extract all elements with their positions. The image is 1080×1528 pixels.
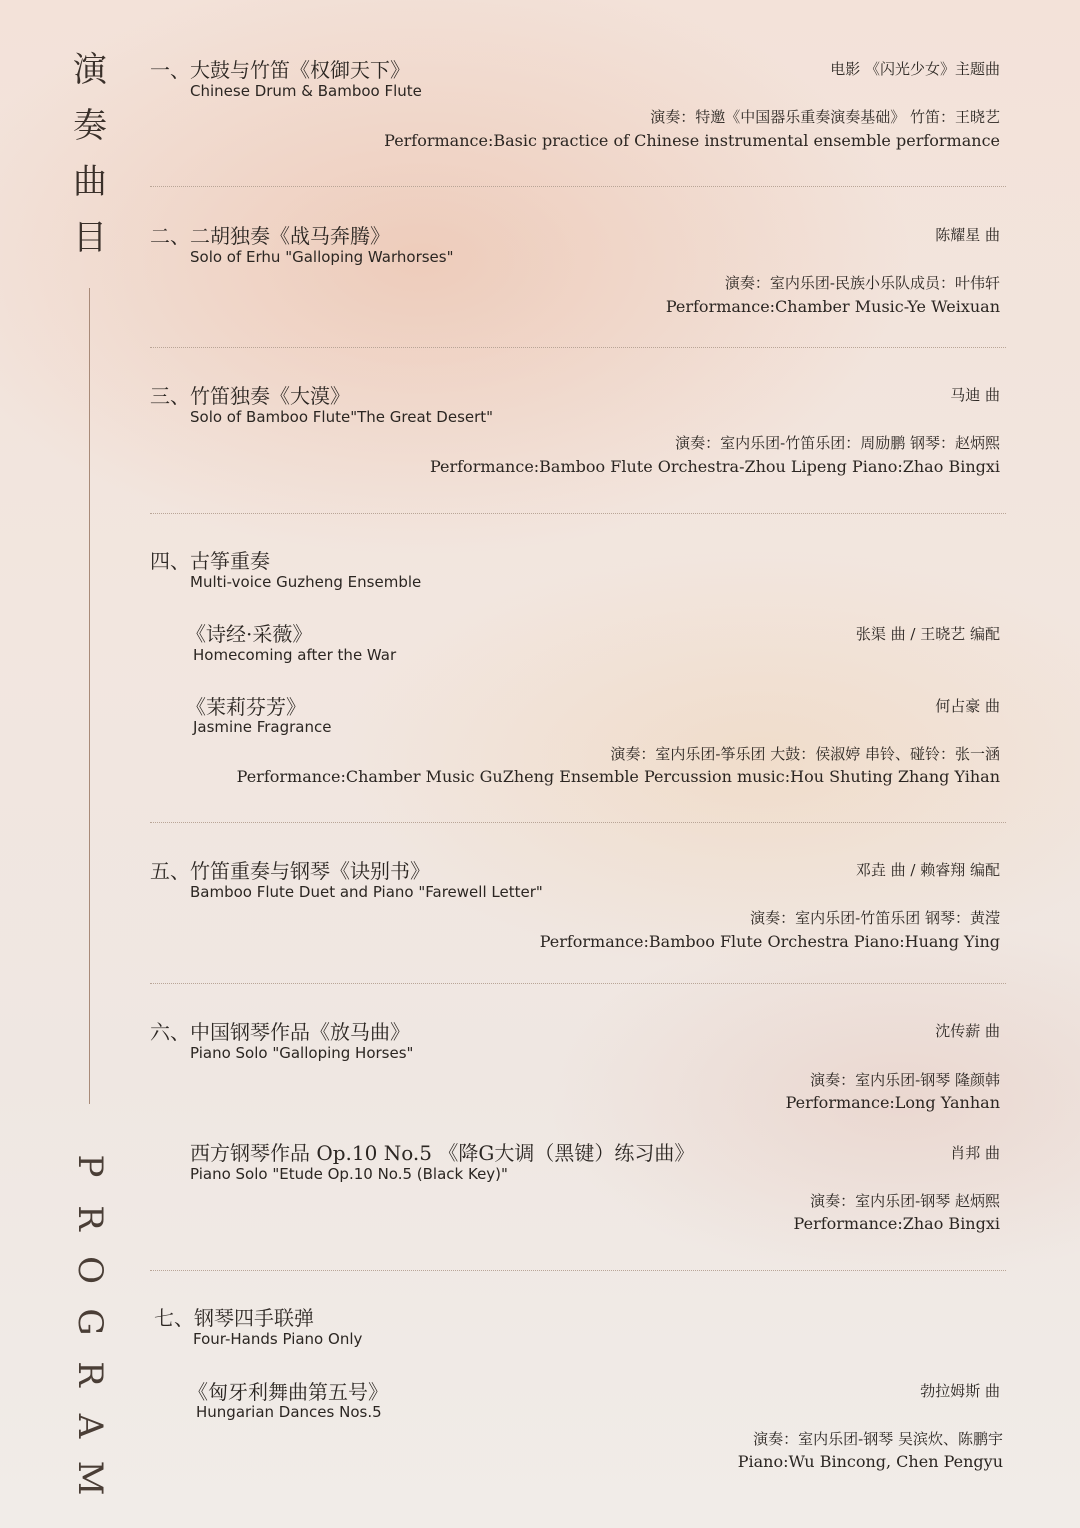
piece-subtitle: Homecoming after the War	[193, 646, 397, 664]
item-subtitle: Solo of Bamboo Flute"The Great Desert"	[190, 408, 494, 426]
section-divider	[150, 983, 1006, 984]
piece-subtitle: Piano Solo "Etude Op.10 No.5 (Black Key)"	[190, 1165, 508, 1183]
program-title-cn	[72, 42, 108, 266]
item-title: 六、中国钢琴作品《放马曲》	[150, 1020, 410, 1044]
performance-cn: 演奏：室内乐团-民族小乐队成员：叶伟轩	[724, 274, 1000, 292]
title-char: 曲	[73, 162, 107, 202]
performance-cn: 演奏：室内乐团-筝乐团 大鼓：侯淑婷 串铃、碰铃：张一涵	[610, 745, 1000, 763]
item-subtitle: Chinese Drum & Bamboo Flute	[190, 82, 422, 100]
title-char: 演	[73, 50, 107, 90]
performance-en: Performance:Bamboo Flute Orchestra Piano:Huang Ying	[539, 932, 1000, 951]
program-title-en	[72, 1140, 108, 1504]
program-item-4	[150, 545, 1000, 795]
performance-cn: 演奏：特邀《中国器乐重奏演奏基础》 竹笛：王晓艺	[650, 108, 1000, 126]
program-item-2	[150, 220, 1000, 330]
item-title: 七、钢琴四手联弹	[154, 1306, 314, 1330]
program-char: A	[70, 1413, 110, 1439]
program-char: P	[70, 1154, 110, 1178]
program-char: O	[70, 1256, 110, 1284]
piece-composer: 何占豪 曲	[935, 697, 1000, 715]
performance-en: Piano:Wu Bincong, Chen Pengyu	[737, 1452, 1003, 1471]
performance-en: Performance:Basic practice of Chinese instrumental ensemble performance	[384, 131, 1000, 150]
piece-title: 《诗经·采薇》	[186, 622, 313, 646]
piece-title: 《茉莉芬芳》	[186, 695, 306, 719]
item-composer: 陈耀星 曲	[935, 226, 1000, 244]
program-item-6	[150, 1016, 1000, 1236]
section-divider	[150, 513, 1006, 514]
item-subtitle: Multi-voice Guzheng Ensemble	[190, 573, 422, 591]
item-subtitle: Four-Hands Piano Only	[193, 1330, 363, 1348]
program-char: R	[70, 1205, 110, 1231]
program-item-3	[150, 380, 1000, 490]
item-title: 四、古筝重奏	[150, 549, 270, 573]
program-char: M	[70, 1460, 110, 1496]
item-title: 三、竹笛独奏《大漠》	[150, 384, 350, 408]
piece-title: 《匈牙利舞曲第五号》	[188, 1380, 388, 1404]
item-composer: 电影 《闪光少女》主题曲	[830, 60, 1000, 78]
performance-en: Performance:Long Yanhan	[785, 1093, 1000, 1112]
performance-en: Performance:Bamboo Flute Orchestra-Zhou Lipeng Piano:Zhao Bingxi	[429, 457, 1000, 476]
item-subtitle: Bamboo Flute Duet and Piano "Farewell Letter"	[190, 883, 543, 901]
piece-composer: 张渠 曲 / 王晓艺 编配	[855, 625, 1000, 643]
performance-cn: 演奏：室内乐团-竹笛乐团：周励鹏 钢琴：赵炳熙	[675, 434, 1000, 452]
title-char: 奏	[73, 106, 107, 146]
piece-composer: 肖邦 曲	[950, 1144, 1000, 1162]
piece-subtitle: Hungarian Dances Nos.5	[196, 1403, 382, 1421]
piece-title: 西方钢琴作品 Op.10 No.5 《降G大调（黑键）练习曲》	[190, 1141, 695, 1165]
performance-cn: 演奏：室内乐团-钢琴 吴滨炊、陈鹏宇	[753, 1430, 1003, 1448]
section-divider	[150, 186, 1006, 187]
program-item-7	[150, 1302, 1003, 1482]
piece-composer: 勃拉姆斯 曲	[920, 1382, 1000, 1400]
item-composer: 邓垚 曲 / 赖睿翔 编配	[855, 861, 1000, 879]
item-title: 五、竹笛重奏与钢琴《诀别书》	[150, 859, 430, 883]
item-composer: 马迪 曲	[950, 386, 1000, 404]
title-char: 目	[73, 218, 107, 258]
item-composer: 沈传薪 曲	[935, 1022, 1000, 1040]
performance-cn: 演奏：室内乐团-钢琴 赵炳熙	[810, 1192, 1000, 1210]
program-item-1	[150, 54, 1000, 164]
performance-en: Performance:Chamber Music-Ye Weixuan	[665, 297, 1000, 316]
performance-en: Performance:Chamber Music GuZheng Ensemble Percussion music:Hou Shuting Zhang Yihan	[236, 767, 1000, 786]
sidebar-divider-line	[89, 288, 90, 1104]
item-title: 二、二胡独奏《战马奔腾》	[150, 224, 390, 248]
program-char: R	[70, 1361, 110, 1387]
item-subtitle: Solo of Erhu "Galloping Warhorses"	[190, 248, 454, 266]
performance-en: Performance:Zhao Bingxi	[793, 1214, 1000, 1233]
item-subtitle: Piano Solo "Galloping Horses"	[190, 1044, 414, 1062]
performance-cn: 演奏：室内乐团-钢琴 隆颜韩	[810, 1071, 1000, 1089]
program-item-5	[150, 855, 1000, 965]
performance-cn: 演奏：室内乐团-竹笛乐团 钢琴：黄滢	[750, 909, 1000, 927]
piece-subtitle: Jasmine Fragrance	[193, 718, 332, 736]
section-divider	[150, 1270, 1006, 1271]
section-divider	[150, 347, 1006, 348]
item-title: 一、大鼓与竹笛《权御天下》	[150, 58, 410, 82]
program-char: G	[70, 1308, 110, 1336]
section-divider	[150, 822, 1006, 823]
